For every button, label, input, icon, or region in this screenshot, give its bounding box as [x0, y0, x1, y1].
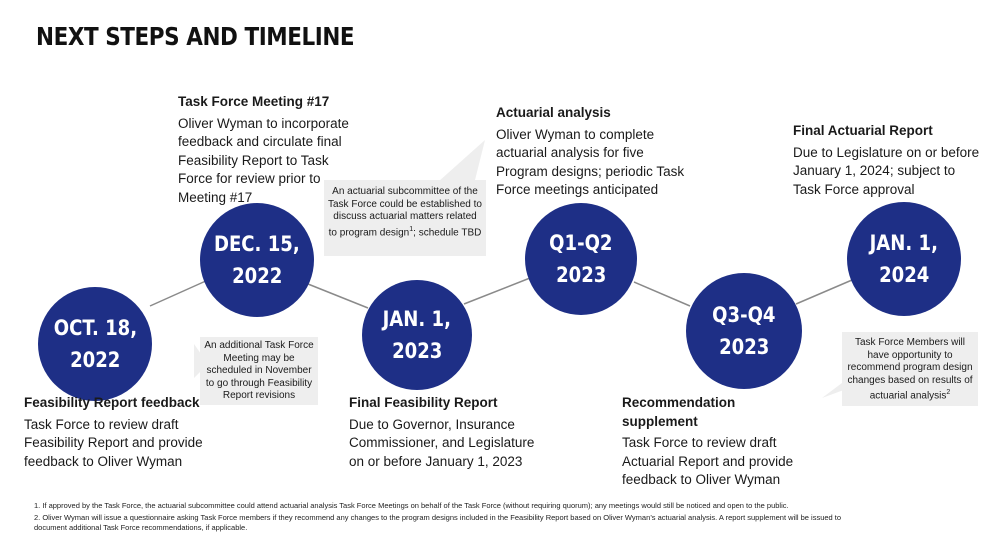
- milestone-jan-1-2023: [362, 280, 472, 390]
- block-body: Task Force to review draft Actuarial Report and provide feedback to Oliver Wyman: [622, 435, 794, 487]
- milestone-dec-15-2022: [200, 203, 314, 317]
- milestone-oct-18-2022: [38, 287, 152, 401]
- milestone-line1: OCT. 18,: [53, 316, 137, 340]
- milestone-line1: Q3-Q4: [712, 303, 776, 327]
- connector-2: [308, 284, 368, 308]
- footnote-ref: 1: [409, 225, 414, 233]
- connector-5: [796, 280, 852, 304]
- callout-additional-meeting: An additional Task Force Meeting may be scheduled in November to go through Feasibility Report revisions: [200, 337, 318, 405]
- page-title: NEXT STEPS AND TIMELINE: [36, 22, 355, 51]
- milestone-line2: 2023: [555, 263, 607, 287]
- callout-text: An actuarial subcommittee of the Task Force could be established to discuss actuarial matters related to program design: [328, 186, 482, 238]
- footnote-2: 2. Oliver Wyman will issue a questionnaire asking Task Force members if they recommend any changes to the program designs included in the Feasibility Report based on Oliver Wyman’s actuarial analysis. A report supplement will be issued to: [34, 513, 842, 522]
- milestone-line1: DEC. 15,: [214, 232, 300, 256]
- block-heading: Final Feasibility Report: [349, 395, 498, 410]
- block-body: Oliver Wyman to complete actuarial analysis for five Program designs; periodic Task Force meetings anticipated: [496, 126, 685, 197]
- footnote-1: 1. If approved by the Task Force, the actuarial subcommittee could attend actuarial analysis Task Force Meetings on behalf of the Task Force (without requiring quorum); any meetings would still be noticed and open to the public.: [34, 501, 789, 510]
- footnote-2-continued: document additional Task Force recommendations, if applicable.: [34, 523, 248, 532]
- block-actuarial-analysis: [496, 104, 692, 200]
- milestone-line1: JAN. 1,: [869, 231, 939, 255]
- milestone-line2: 2022: [231, 264, 283, 288]
- block-body: Due to Governor, Insurance Commissioner, and Legislature on or before January 1, 2023: [349, 416, 535, 469]
- connector-1: [150, 280, 208, 306]
- block-body: Task Force to review draft Feasibility Report and provide feedback to Oliver Wyman: [24, 416, 203, 469]
- block-heading: Task Force Meeting #17: [178, 94, 330, 109]
- milestone-line2: 2024: [878, 263, 930, 287]
- block-recommendation-supplement: [622, 394, 812, 490]
- block-body: Due to Legislature on or before January 1, 2024; subject to Task Force approval: [793, 144, 980, 197]
- footnote-ref: 2: [946, 389, 951, 396]
- block-heading: Recommendation supplement: [622, 395, 736, 429]
- milestone-line2: 2023: [391, 339, 443, 363]
- milestone-line2: 2022: [69, 348, 121, 372]
- block-heading: Actuarial analysis: [496, 105, 611, 120]
- milestone-line2: 2023: [718, 335, 770, 359]
- callout-actuarial-subcommittee: [324, 180, 486, 256]
- block-heading: Feasibility Report feedback: [24, 395, 200, 410]
- milestone-line1: JAN. 1,: [382, 307, 452, 331]
- block-heading: Final Actuarial Report: [793, 123, 933, 138]
- connector-3: [464, 278, 530, 304]
- milestone-q3-q4-2023: [686, 273, 802, 389]
- block-final-actuarial-report: [793, 122, 983, 199]
- callout-text-end: ; schedule TBD: [413, 226, 482, 238]
- block-feasibility-feedback: [24, 394, 224, 471]
- milestone-line1: Q1-Q2: [549, 231, 613, 255]
- milestone-q1-q2-2023: [525, 203, 637, 315]
- block-body: Oliver Wyman to incorporate feedback and circulate final Feasibility Report to Task Force for review prior to Meeting #17: [178, 115, 349, 205]
- connector-4: [634, 282, 690, 306]
- callout-task-force-members: [842, 332, 978, 406]
- callout-text: Task Force Members will have opportunity to recommend program design changes based on results of actuarial analysis: [847, 337, 973, 402]
- milestone-jan-1-2024: [847, 202, 961, 316]
- block-final-feasibility-report: [349, 394, 545, 471]
